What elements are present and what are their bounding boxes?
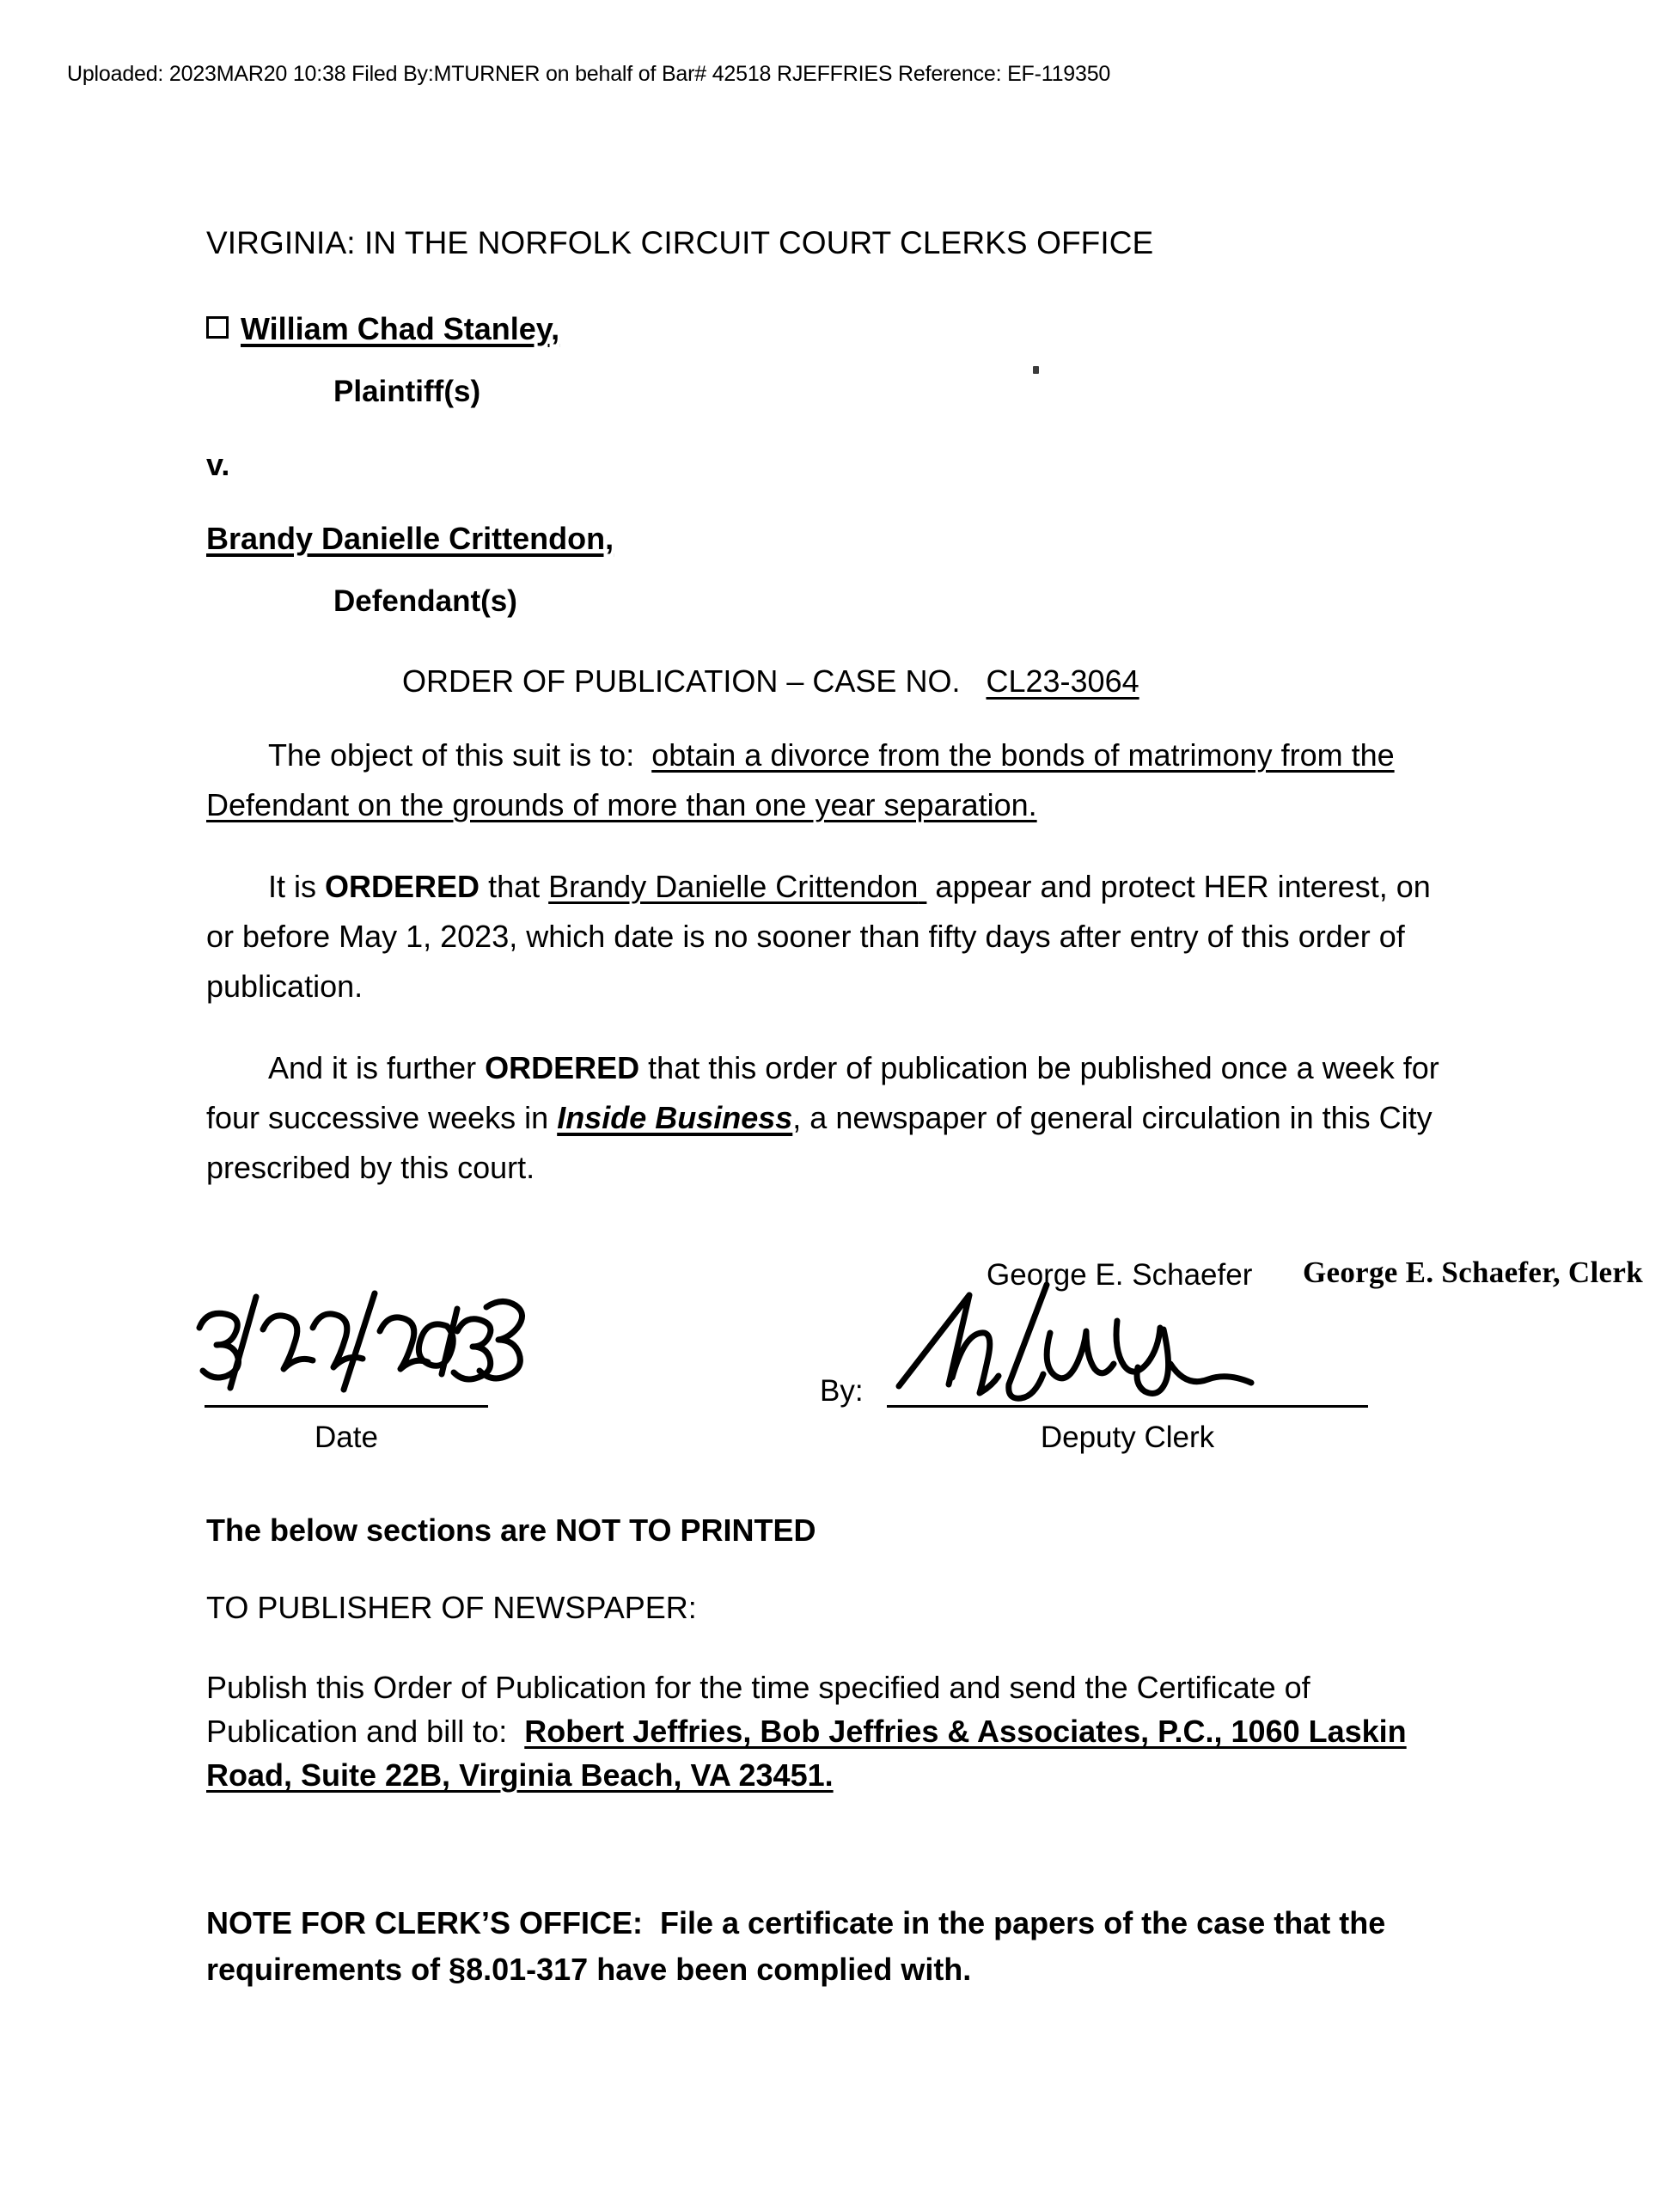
not-to-be-printed-notice: The below sections are NOT TO PRINTED — [206, 1512, 816, 1548]
deputy-clerk-label: Deputy Clerk — [1040, 1421, 1215, 1454]
by-label: By: — [820, 1374, 864, 1408]
date-signature-line — [205, 1405, 488, 1408]
object-lead-text: The object of this suit is to: — [268, 737, 635, 773]
checkbox-empty-icon[interactable] — [206, 316, 229, 339]
plaintiff-name: William Chad Stanley, — [241, 311, 560, 346]
defendant-line — [206, 521, 1461, 557]
to-publisher-heading: TO PUBLISHER OF NEWSPAPER: — [206, 1590, 697, 1625]
publisher-instructions-lead: Publish this Order of Publication for the time specified and send the Certificate of Publication and bill to: — [206, 1670, 1310, 1750]
ordered-2-keyword: ORDERED — [485, 1049, 640, 1085]
versus-label: v. — [206, 447, 230, 482]
ordered-1-lead: It is — [268, 868, 317, 904]
ordered-2-remainder: , a newspaper of general circulation in this City prescribed by this court. — [206, 1099, 1433, 1186]
ordered-publication-paragraph — [206, 1043, 1461, 1194]
plaintiff-role-label: Plaintiff(s) — [333, 375, 481, 408]
clerk-office-note — [206, 1900, 1461, 1993]
plaintiff-line — [206, 311, 1461, 347]
ordered-1-keyword: ORDERED — [325, 868, 480, 904]
ordered-1-defendant-name: Brandy Danielle Crittendon — [548, 868, 919, 904]
filing-stamp-header: Uploaded: 2023MAR20 10:38 Filed By:MTURNER on behalf of Bar# 42518 RJEFFRIES Reference: EF-119350 — [67, 62, 1111, 86]
case-number: CL23-3064 — [986, 663, 1139, 699]
clerk-note-text: File a certificate in the papers of the case that the requirements of §8.01-317 have been complied with. — [206, 1905, 1386, 1988]
object-of-suit-paragraph — [206, 730, 1461, 831]
ordered-appearance-paragraph — [206, 862, 1461, 1012]
court-heading: VIRGINIA: IN THE NORFOLK CIRCUIT COURT CLERKS OFFICE — [206, 225, 1154, 260]
publisher-instructions — [206, 1665, 1461, 1797]
defendant-role-label: Defendant(s) — [333, 584, 517, 618]
clerk-typed-name: George E. Schaefer — [987, 1258, 1253, 1292]
billing-address: Robert Jeffries, Bob Jeffries & Associates, P.C., 1060 Laskin Road, Suite 22B, Virginia Beach, VA 23451. — [206, 1714, 1407, 1794]
document-body — [206, 225, 1461, 1194]
newspaper-name: Inside Business — [557, 1099, 793, 1135]
signature-area — [0, 1250, 1680, 1508]
deputy-clerk-handwritten-signature — [887, 1281, 1368, 1410]
ordered-2-mid: that this order of publication be published once a week for four successive weeks in — [206, 1049, 1439, 1135]
deputy-signature-line — [887, 1405, 1368, 1408]
ordered-1-that: that — [488, 868, 541, 904]
defendant-name: Brandy Danielle Crittendon, — [206, 521, 614, 556]
clerk-only-sections — [206, 1512, 1461, 1993]
object-of-suit-text: obtain a divorce from the bonds of matrimony from the Defendant on the grounds of more than one year separation. — [206, 737, 1395, 823]
order-title — [402, 663, 1461, 700]
date-label: Date — [315, 1421, 378, 1454]
ordered-1-remainder: appear and protect HER interest, on or before May 1, 2023, which date is no sooner than fifty days after entry of this order of publication. — [206, 868, 1431, 1005]
clerk-note-heading: NOTE FOR CLERK’S OFFICE: — [206, 1905, 643, 1941]
order-title-prefix: ORDER OF PUBLICATION – CASE NO. — [402, 663, 961, 699]
ordered-2-lead: And it is further — [268, 1049, 477, 1085]
handwritten-date-signature — [184, 1285, 545, 1396]
clerk-stamp: George E. Schaefer, Clerk — [1303, 1256, 1643, 1289]
